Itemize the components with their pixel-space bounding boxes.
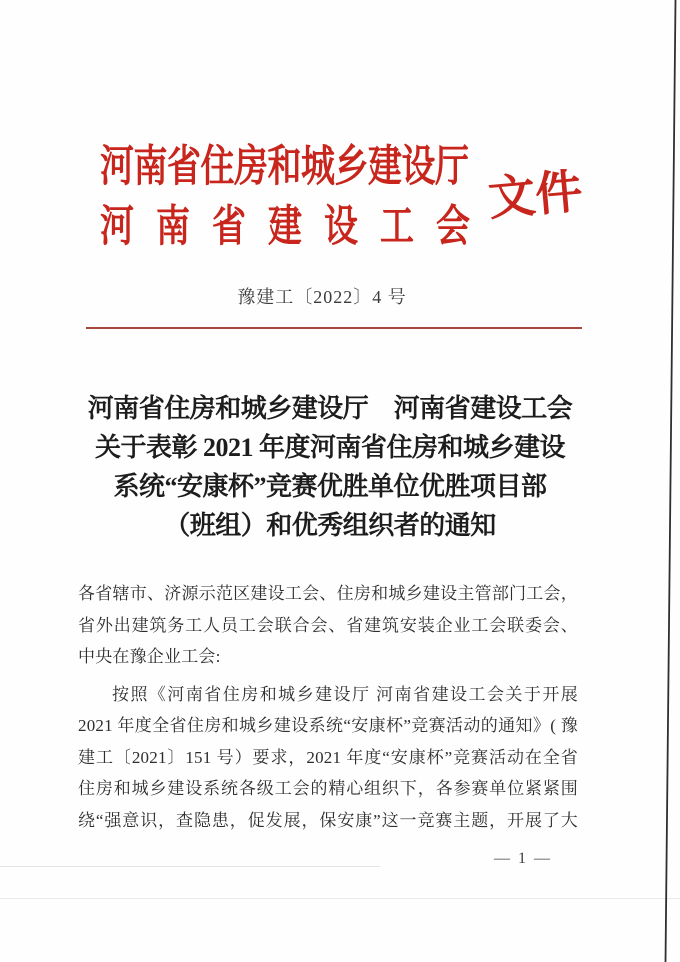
body-line: 按照《河南省住房和城乡建设厅 河南省建设工会关于开展 <box>112 684 578 704</box>
body-line: 2021 年度全省住房和城乡建设系统“安康杯”竞赛活动的通知》( 豫 <box>78 716 578 735</box>
title-line-3: 系统“安康杯”竞赛优胜单位优胜项目部 <box>113 472 547 501</box>
scan-streak-artifact <box>0 866 380 867</box>
letterhead-doc-type-label: 文件 <box>486 165 585 226</box>
body-line: 住房和城乡建设系统各级工会的精心组织下，各参赛单位紧紧围 <box>78 779 578 798</box>
letterhead-org-line1: 河南省住房和城乡建设厅 <box>100 143 469 192</box>
body-line: 各省辖市、济源示范区建设工会、住房和城乡建设主管部门工会， <box>78 584 578 603</box>
letterhead-org-line2: 河南省建设工会 <box>100 203 492 252</box>
red-divider-rule <box>86 327 582 329</box>
title-line-1: 河南省住房和城乡建设厅 河南省建设工会 <box>87 394 573 423</box>
page-number: — 1 — <box>494 850 552 867</box>
body-line: 省外出建筑务工人员工会联合会、省建筑安装企业工会联委会、 <box>78 615 578 635</box>
body-line: 绕“强意识，查隐患，促发展，保安康”这一竞赛主题，开展了大 <box>78 810 578 830</box>
document-title <box>80 389 580 545</box>
doc-number: 豫建工〔2022〕4 号 <box>237 287 407 307</box>
title-line-2: 关于表彰 2021 年度河南省住房和城乡建设 <box>94 433 565 462</box>
title-line-4: （班组）和优秀组织者的通知 <box>164 511 496 540</box>
document-body <box>78 578 578 836</box>
body-line: 建工〔2021〕151 号）要求，2021 年度“安康杯”竞赛活动在全省 <box>78 747 578 767</box>
body-line: 中央在豫企业工会: <box>78 647 221 666</box>
scan-streak-artifact <box>0 898 680 899</box>
